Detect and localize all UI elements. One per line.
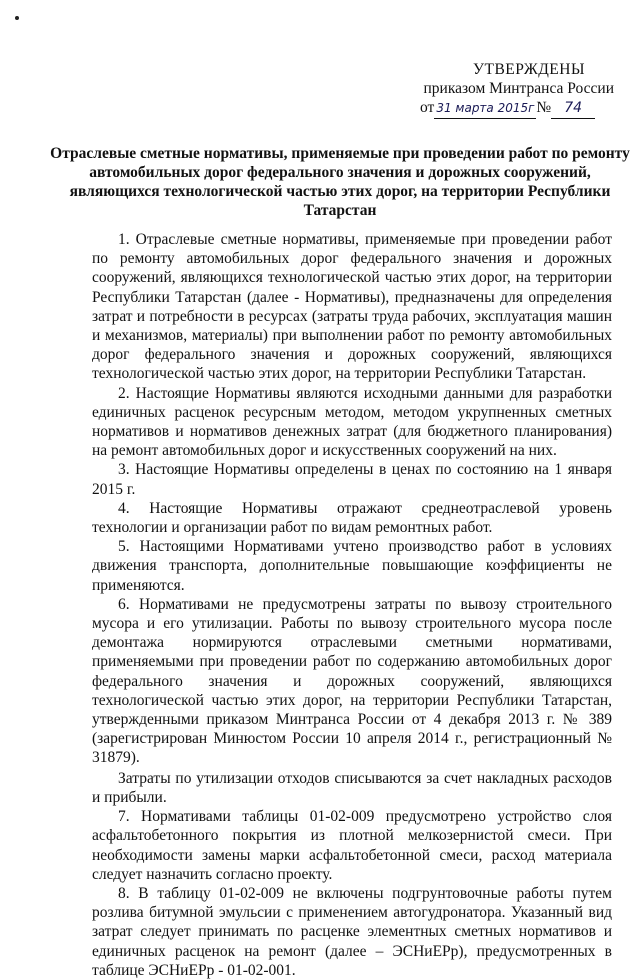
paragraph-3: 3. Настоящие Нормативы определены в ценах по состоянию на 1 января 2015 г. <box>92 461 612 498</box>
handwritten-number: 74 <box>551 99 595 119</box>
approval-title: УТВЕРЖДЕНЫ <box>473 61 585 78</box>
paragraph-7: 7. Нормативами таблицы 01-02-009 предусмотрено устройство слоя асфальтобетонного покрытия из плотной мелкозернистой смеси. При необходимости замены марки асфальтобетонной смеси, расход материала следует назначить согласно проекту. <box>92 808 612 883</box>
handwritten-date: 31 марта 2015г <box>434 99 536 119</box>
paragraph-4: 4. Настоящие Нормативы отражают среднеотраслевой уровень технологии и организации работ по видам ремонтных работ. <box>92 499 612 537</box>
paragraph-6-note: Затраты по утилизации отходов списываются за счет накладных расходов и прибыли. <box>92 769 612 806</box>
approval-block <box>420 60 620 119</box>
date-prefix: от <box>420 99 435 116</box>
paragraph-8: 8. В таблицу 01-02-009 не включены подгрунтовочные работы путем розлива битумной эмульсии с применением автогудронатора. Указанный вид затрат следует принимать по расценке элементных сметных нормативов и единичных расценок на ремонт (далее – ЭСНиЕРр), предусмотренных в таблице ЭСНиЕРр - 01-02-001. <box>92 884 612 979</box>
paragraph-5: 5. Настоящими Нормативами учтено производство работ в условиях движения транспорта, дополнительные повышающие коэффициенты не применяются. <box>92 538 612 594</box>
paragraph-1: 1. Отраслевые сметные нормативы, применяемые при проведении работ по ремонту автомобильных дорог федерального значения и дорожных сооружений, являющихся технологической частью этих дорог, на территории Республики Татарстан (далее - Нормативы), предназначены для определения затрат и потребности в ресурсах (затраты труда рабочих, эксплуатация машин и механизмов, материалы) при выполнении работ по ремонту автомобильных дорог федерального значения и дорожных сооружений, являющихся технологической частью этих дорог, на территории Республики Татарстан. <box>92 231 612 383</box>
page-mark-dot <box>15 16 19 20</box>
number-label: № <box>536 99 552 116</box>
document-title: Отраслевые сметные нормативы, применяемые при проведении работ по ремонту автомобильных дорог федерального значения и дорожных сооружений, являющихся технологической частью этих дорог, на территории Республики Татарстан <box>50 145 630 219</box>
paragraph-6: 6. Нормативами не предусмотрены затраты по вывозу строительного мусора и его утилизации. Работы по вывозу строительного мусора после демонтажа нормируются отраслевыми сметными нормативами, применяемыми при проведении работ по содержанию автомобильных дорог федерального значения и дорожных сооружений, являющихся технологической частью этих дорог, на территории Республики Татарстан, утвержденными приказом Минтранса России от 4 декабря 2013 г. № 389 (зарегистрирован Минюстом России 10 апреля 2014 г., регистрационный № 31879). <box>92 595 612 767</box>
document-body <box>92 230 612 980</box>
paragraph-2: 2. Настоящие Нормативы являются исходными данными для разработки единичных расценок ресурсным методом, методом укрупненных сметных нормативов и нормативов денежных затрат (для бюджетного планирования) на ремонт автомобильных дорог и искусственных сооружений на них. <box>92 384 612 460</box>
approval-order-line: приказом Минтранса России <box>423 80 614 97</box>
approval-date-line <box>420 98 620 119</box>
